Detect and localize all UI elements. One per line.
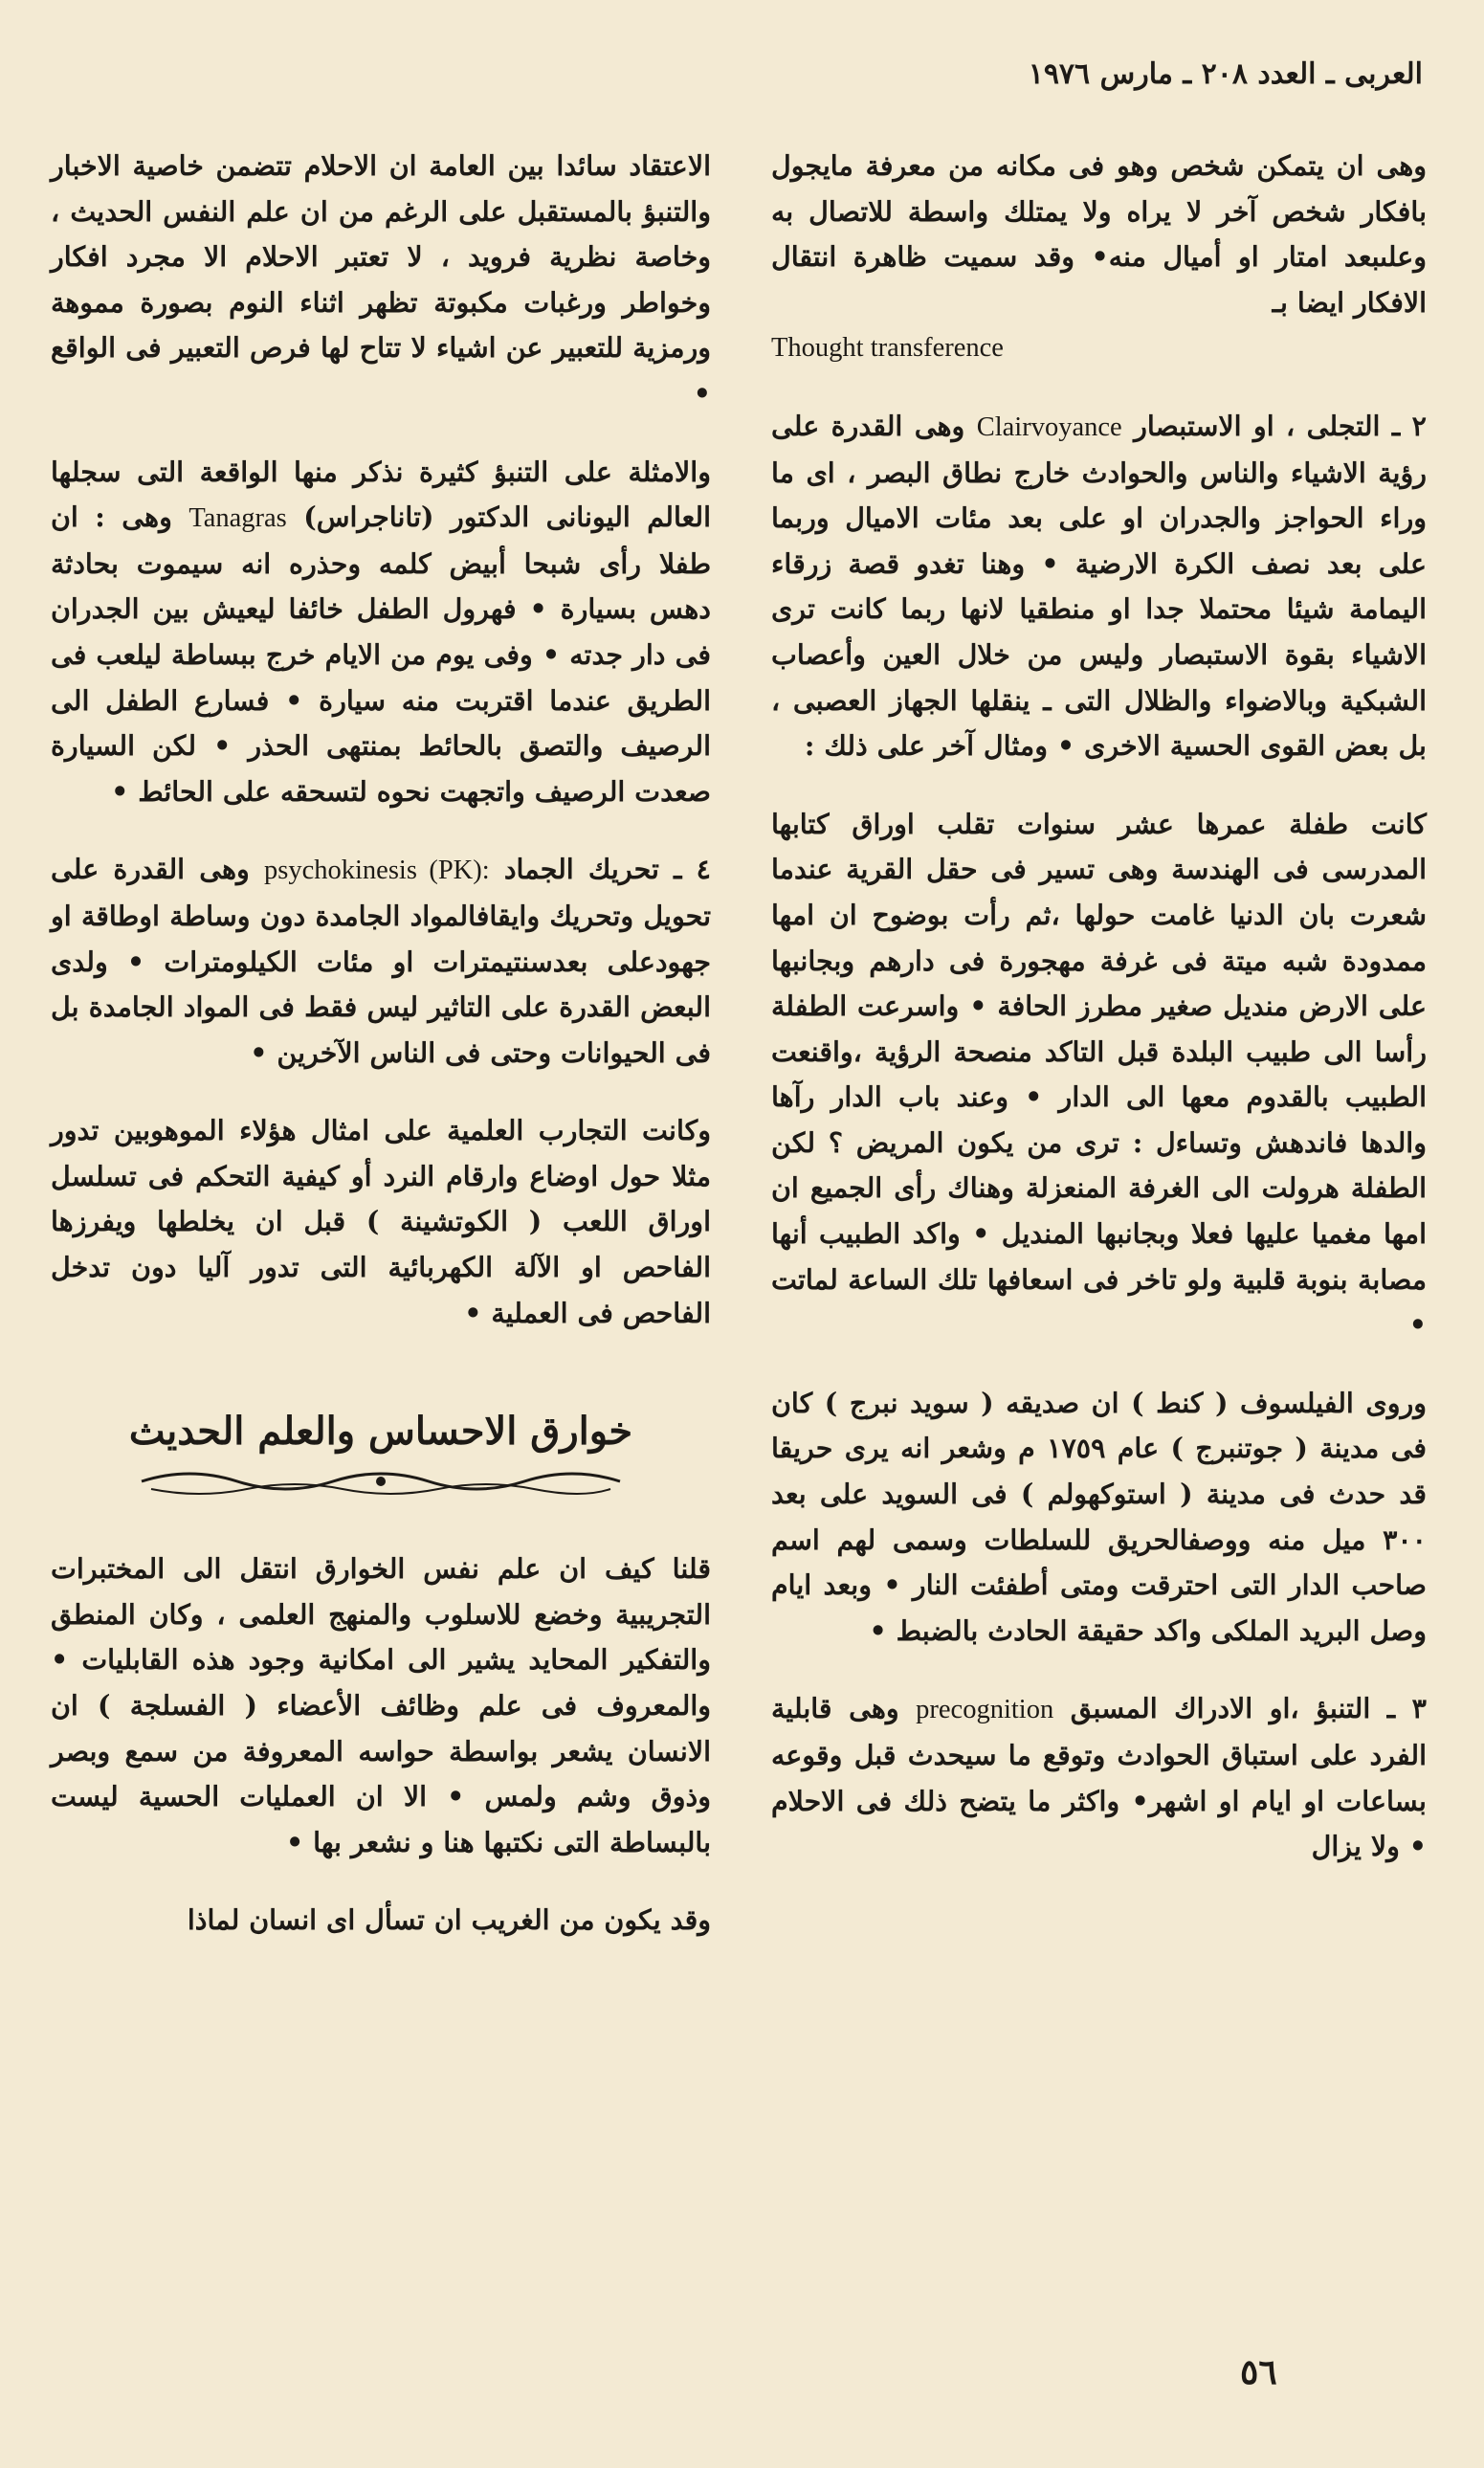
paragraph-text: وهى ان يتمكن شخص وهو فى مكانه من معرفة مايجول بافكار شخص آخر لا يراه ولا يمتلك واسطة للاتصال به وعلىبعد امتار او أميال منه• وقد سميت ظاهرة انتقال الافكار ايضا بـ [771, 149, 1427, 319]
paragraph-text: وروى الفيلسوف ( كنط ) ان صديقه ( سويد نبرج ) كان فى مدينة ( جوتنبرج ) عام ١٧٥٩ م وشعر انه يرى حريقا قد حدث فى مدينة ( استوكهولم ) فى السويد على بعد ٣٠٠ ميل منه ووصفالحريق للسلطات وسمى لهم اسم صاحب الدار التى احترقت ومتى أطفئت النار • وبعد ايام وصل البريد الملكى واكد حقيقة الحادث بالضبط • [771, 1386, 1427, 1647]
section-heading: خوارق الاحساس والعلم الحديث [128, 1409, 633, 1455]
paragraph [51, 144, 711, 417]
paragraph [771, 1381, 1427, 1655]
paragraph-text: قلنا كيف ان علم نفس الخوارق انتقل الى المختبرات التجريبية وخضع للاسلوب والمنهج العلمى ، وكان المنطق والتفكير المحايد يشير الى امكانية وجود هذه القابليات • والمعروف فى علم وظائف الأعضاء ( الفسلجة ) ان الانسان يشعر بواسطة حواسه المعروفة من سمع وبصر وذوق وشم ولمس • الا ان العمليات الحسية ليست بالبساطة التى نكتبها هنا و نشعر بها • [51, 1552, 711, 1858]
right-column [771, 144, 1427, 1902]
paragraph [51, 1898, 711, 1944]
ornament-divider [132, 1460, 630, 1502]
english-term: psychokinesis (PK): [264, 856, 490, 886]
section-number-title: ٤ ـ تحريك الجماد [503, 853, 711, 886]
paragraph [771, 404, 1427, 769]
paragraph [771, 802, 1427, 1348]
paragraph-text: والامثلة على التنبؤ كثيرة نذكر منها الواقعة التى سجلها العالم اليونانى الدكتور (تاناجراس) [51, 455, 711, 534]
paragraph-text: وهى : ان طفلا رأى شبحا أبيض كلمه وحذره انه سيموت بحادثة دهس بسيارة • فهرول الطفل خائفا ليعيش بين الجدران فى دار جدته • وفى يوم من الايام خرج ببساطة ليلعب فى الطريق عندما اقتربت منه سيارة • فسارع الطفل الى الرصيف والتصق بالحائط بمنتهى الحذر • لكن السيارة صعدت الرصيف واتجهت نحوه لتسحقه على الحائط • [51, 500, 711, 808]
paragraph-text: وقد يكون من الغريب ان تسأل اى انسان لماذا [187, 1903, 711, 1937]
english-term: Thought transference [771, 333, 1004, 364]
running-header: العربى ـ العدد ٢٠٨ ـ مارس ١٩٧٦ [1028, 57, 1423, 91]
section-number-title: ٣ ـ التنبؤ ،او الادراك المسبق [1070, 1692, 1427, 1725]
paragraph-text: وهى قابلية الفرد على استباق الحوادث وتوقع ما سيحدث قبل وقوعه بساعات او ايام او اشهر• واكثر ما يتضح ذلك فى الاحلام • ولا يزال [771, 1692, 1427, 1863]
paragraph-text: وكانت التجارب العلمية على امثال هؤلاء الموهوبين تدور مثلا حول اوضاع وارقام النرد أو كيفية التحكم فى تسلسل اوراق اللعب ( الكوتشينة ) قبل ان يخلطها ويفرزها الفاحص او الآلة الكهربائية التى تدور آليا دون تدخل الفاحص فى العملية • [51, 1114, 711, 1329]
section-number-title: ٢ ـ التجلى ، او الاستبصار [1134, 409, 1427, 442]
english-term: Tanagras [188, 503, 287, 534]
paragraph-text: وهى القدرة على تحويل وتحريك وايقافالمواد الجامدة دون وساطة اوطاقة او جهودعلى بعدسنتيمترات او مئات الكيلومترات • ولدى البعض القدرة على التاثير ليس فقط فى المواد الجامدة بل فى الحيوانات وحتى فى الناس الآخرين • [51, 853, 711, 1069]
page-number: ٥٦ [1240, 2352, 1277, 2392]
paragraph-text: الاعتقاد سائدا بين العامة ان الاحلام تتضمن خاصية الاخبار والتنبؤ بالمستقبل على الرغم من ان علم النفس الحديث ، وخاصة نظرية فرويد ، لا تعتبر الاحلام الا مجرد افكار وخواطر ورغبات مكبوتة تظهر اثناء النوم بصورة مموهة ورمزية للتعبير عن اشياء لا تتاح لها فرص التعبير فى الواقع • [51, 149, 711, 410]
paragraph [51, 847, 711, 1076]
paragraph [771, 144, 1427, 325]
paragraph [51, 450, 711, 815]
paragraph-text: وهى القدرة على رؤية الاشياء والناس والحوادث خارج نطاق البصر ، اى ما وراء الحواجز والجدران او على بعد مئات الاميال وربما على بعد نصف الكرة الارضية • وهنا تغدو قصة زرقاء اليمامة شيئا محتملا جدا او منطقيا لانها ربما كانت ترى الاشياء بقوة الاستبصار وليس من خلال العين وأعصاب الشبكية وبالاضواء والظلال التى ـ ينقلها الجهاز العصبى ، بل بعض القوى الحسية الاخرى • ومثال آخر على ذلك : [771, 409, 1427, 763]
paragraph [51, 1108, 711, 1336]
paragraph-text: كانت طفلة عمرها عشر سنوات تقلب اوراق كتابها المدرسى فى الهندسة وهى تسير فى حقل القرية عندما شعرت بان الدنيا غامت حولها ،ثم رأت بوضوح ان امها ممدودة شبه ميتة فى غرفة مهجورة فى دارهم وبجانبها على الارض منديل صغير مطرز الحافة • واسرعت الطفلة رأسا الى طبيب البلدة قبل التاكد منصحة الرؤية ،واقنعت الطبيب بالقدوم معها الى الدار • وعند باب الدار رآها والدها فاندهش وتساءل : ترى من يكون المريض ؟ لكن الطفلة هرولت الى الغرفة المنعزلة وهناك رأى الجميع ان امها مغميا عليها فعلا وبجانبها المنديل • واكد الطبيب أنها مصابة بنوبة قلبية ولو تاخر فى اسعافها تلك الساعة لماتت • [771, 807, 1427, 1342]
left-column [51, 144, 711, 1976]
paragraph [771, 1686, 1427, 1869]
english-term: precognition [916, 1695, 1054, 1725]
paragraph [51, 1546, 711, 1865]
english-term: Clairvoyance [976, 411, 1122, 442]
